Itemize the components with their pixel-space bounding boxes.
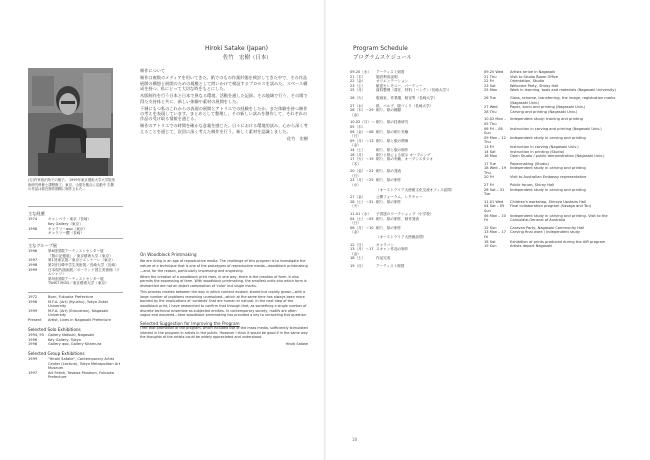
schedule-ja-row-text: 版画室、作業場、暗室等（長崎大学） — [376, 95, 438, 100]
group-row-date: 1999 — [28, 357, 38, 362]
schedule-ja-row-text: 刷り、紙の制作 — [376, 178, 402, 183]
schedule-en-row — [484, 166, 624, 175]
schedule-en-row-date: 17 Tue — [484, 161, 496, 166]
schedule-en-row-text: Caravan Party, Nagasaki Community Hall — [510, 225, 585, 230]
schedule-en-row-text: Visit to Australian Embassy representative — [510, 175, 587, 180]
schedule-ja-row-date: 25（月） — [350, 88, 366, 93]
bio-row — [28, 318, 123, 323]
schedule-en-row-date: 18 Sat — [484, 239, 496, 244]
schedule-ja-row-date: 16（月） — [350, 152, 366, 157]
essay-ja — [140, 68, 308, 248]
schedule-ja-row-date: 27（水） — [350, 103, 366, 108]
schedule-ja-row-text: アーティスト到着 — [376, 70, 405, 74]
schedule-ja-row-date: 18（土） — [350, 256, 366, 261]
bio-row-date: 1999 — [28, 308, 38, 313]
schedule-ja-row-date: 23（月）〜25（水） — [350, 178, 374, 188]
schedule-ja-row-date: 28（木）〜29（金） — [350, 108, 374, 117]
exhibition-row-text: 『版の記憶展』／東京藝術大学（東京） — [48, 253, 113, 258]
solo-row-text: Gallery Natsuki, Nagasaki — [48, 332, 95, 337]
schedule-en-row-date: 26 Tue — [484, 95, 496, 100]
schedule-ja-row-text: （オーストラリア大使館文化交流オフィス訪問） — [376, 187, 455, 192]
studies-row-text: キャンベラ・東京（長崎） — [48, 217, 92, 222]
schedule-ja-row-text: （オーストラリア大使館訪問） — [376, 235, 427, 239]
schedule-ja-row-date: 09.20（水） — [350, 70, 372, 74]
solo-exhibitions-heading: Selected Solo Exhibitions — [28, 326, 81, 332]
schedule-ja-row-date: 11.01（水） — [350, 212, 372, 217]
bio-list — [28, 295, 123, 323]
solo-row — [28, 342, 123, 347]
schedule-ja-row-text: 資料整理（滞在、材料（ハンク）（長崎大学）） — [376, 88, 452, 93]
schedule-ja-row-date: 19（日） — [350, 263, 366, 268]
schedule-ja-row-text: オリエンテーション — [376, 79, 409, 84]
schedule-ja-row — [350, 178, 480, 187]
schedule-ja-row-text: 刷り、紙の実験、オープンスタジオ — [376, 157, 434, 162]
schedule-en-list — [484, 70, 624, 410]
essay-ja-signature: 佐竹 宏樹 — [287, 135, 308, 141]
essay-en-paragraph: When the creation of a woodblock print rises, in one way, there is the creation of form. It also permits the expressing of form. With woodblock printmaking, the smallest units into which form is dismantled are not an object composition of 'color' but single marks. — [140, 274, 307, 288]
photo-caption: (左)作家宿泊所での様子。 1999年東京藝術大学大学院美術研究科修士課程修了。東京、山梨を拠点に活動中 右側の作品は滞在制作期間に制作された... — [28, 178, 115, 192]
schedule-title: Program Schedule — [353, 45, 408, 52]
schedule-en-row-date: 13 Mon – 17 Fri — [484, 230, 506, 239]
schedule-ja-row — [350, 130, 480, 139]
bio-row-text: Artist, Lives in Nagasaki Prefecture — [48, 317, 111, 322]
schedule-ja-row — [350, 217, 480, 226]
schedule-en-row-text: Instruction in carving (Nagasaki Univ.) — [510, 144, 579, 149]
artist-photo — [28, 68, 113, 176]
essay-en-suggestion: I felt that promotion of the program, which included use of the mass media, sufficiently stimulated interest in the program in artists in the public. However I think it would be good if in the same way the thoughts of the artists could be widely appreciated and understood. — [140, 326, 308, 340]
schedule-en-row-date: 04 Sat – 05 Sun — [484, 204, 505, 214]
schedule-en-row-text: Instruction in carving and printing (Nagasaki Univ.) — [510, 126, 602, 131]
schedule-ja-row-date: 06（月）〜10（金） — [350, 225, 374, 235]
schedule-en-row — [484, 244, 624, 249]
bio-row-text: M.F.A. (Art) (Kyushu), Tokyo Zokei University — [48, 299, 108, 309]
schedule-ja-row — [350, 247, 480, 256]
schedule-ja-row-text: 施設利用説明 — [376, 74, 398, 79]
schedule-en-row-date: 13 Fri — [484, 144, 494, 149]
schedule-title-ja: プログラムスケジュール — [353, 55, 412, 61]
schedule-ja-row-text: 刷りと紙による展示 オープニング — [376, 152, 431, 157]
schedule-en-row-date: 09 Mon – 12 Thu — [484, 135, 506, 145]
schedule-en-row-date: 25 Mon — [484, 88, 498, 93]
artist-name-ja: 佐竹 宏樹（日本） — [223, 55, 272, 61]
bio-row-date: 1972 — [28, 294, 38, 299]
essay-ja-paragraph: 制作のアトリエでの時間を確かな意義を感じた。日々における環境的試み、心から深く考えることを通じて、次回に深く考えた制作を行う。新しく素材を認識しました。 — [140, 123, 308, 134]
essay-en-paragraph: We are living in an age of reproductive media. The challenge of this program is to investigate the nature of a technique that is one of the prototypes of reproductive media—woodblock printmaking—and, for the reason, particularly impressing and engraving. — [140, 259, 308, 273]
group-row-text: Art Fetish, Tasawa Museum, Fukuoka Prefecture — [48, 370, 114, 380]
schedule-en-row-date: 28 Thu — [484, 109, 497, 114]
schedule-ja-row — [350, 120, 480, 129]
exhibitions-list — [28, 249, 123, 286]
essay-en-paragraphs — [140, 259, 308, 317]
schedule-ja-row-text: 刷り、紙の種類 — [376, 108, 402, 113]
schedule-en-row-text: Independent study in carving and printing — [510, 166, 586, 171]
schedule-ja-row-text: 刷り、紙の技術研究 — [376, 120, 409, 125]
solo-list — [28, 333, 123, 347]
essay-ja-paragraph: 制作は複数のメディアを用いてきた。紙でのもの作業形態を検討してきた中で、その作品展開の構想と展開のための規模として問いかけて検証するプロセスを試みた。スペース構成を持つ、私にとって大切な時をもとにした。 — [140, 75, 308, 92]
schedule-en-row-date: 28 Sat – 31 Tue — [484, 187, 505, 197]
solo-row-text: Gallery qoo, Gallery Kitamura — [48, 342, 102, 347]
essay-en — [140, 252, 308, 432]
page-number: 18 — [352, 437, 358, 442]
exhibition-row-date: 1997 — [28, 258, 38, 263]
schedule-ja-row-text: 刷り、紙と版の関係 — [376, 138, 409, 143]
schedule-ja-row-text: スキャン作品の制作 — [376, 247, 409, 252]
schedule-ja-row-text: 子供達のワークショップ（小学校） — [376, 212, 434, 217]
group-row-date: 1997 — [28, 370, 38, 375]
schedule-en-row-text: Artists depart Nagasaki — [510, 244, 553, 249]
essay-ja-heading: 制作について — [140, 68, 166, 73]
schedule-ja-row-date: 20（金）〜22（日） — [350, 169, 374, 178]
exhibition-row-date: 1999 — [28, 267, 38, 272]
essay-ja-paragraph: 木版制作を行う日本と日本で異なる環境、活動を通した記録。その地域で行う、その場で得た支持体と共に、新しい体験や素材の展開をした。 — [140, 93, 308, 104]
bio-row-date: Present — [28, 317, 42, 322]
schedule-en-row-date: 23 Sat — [484, 83, 496, 88]
schedule-en-row-text: Final collaboration program (Sasago and Tsu) — [510, 204, 592, 209]
schedule-en-row — [484, 96, 624, 105]
schedule-en-row-text: Welcome Party, Shiroy Hall — [510, 83, 559, 88]
schedule-en-row-text: Carving and printing (Nagasaki Univ.) — [510, 109, 578, 114]
schedule-en-row-date: 16 Mon — [484, 154, 498, 159]
schedule-ja-row-date: 04（土）〜05（日） — [350, 216, 374, 226]
artist-name: Hiroki Satake (Japan) — [205, 45, 269, 52]
schedule-en-row-date: 22 Fri — [484, 79, 494, 84]
studies-list — [28, 217, 123, 235]
studies-heading: 主な経歴 — [28, 211, 45, 216]
schedule-ja-row — [350, 108, 480, 117]
schedule-en-row — [484, 127, 624, 136]
solo-row-date: 1994, 95 — [28, 332, 45, 337]
schedule-en-row-text: Children's workshop, Shiroyo Upstairs Hall — [510, 199, 586, 204]
studies-row-date — [28, 231, 48, 236]
schedule-en-row-date: 14 Sat — [484, 149, 496, 154]
schedule-en-row — [484, 214, 624, 223]
schedule-ja-row-text: 公開フォーラム、レクチャー — [376, 195, 423, 200]
group-list — [28, 357, 123, 380]
schedule-en-row-text: Papermaking (Studio) — [510, 161, 549, 166]
schedule-ja-row-text: 歓迎セレモニー、パーティー — [376, 83, 423, 88]
group-row — [28, 357, 123, 371]
schedule-en-row-date: 27 Fri — [484, 183, 494, 188]
group-row-text: "Hiroki Satake", Contemporary Artist Center (Lecture), Tokyo Metropolitan Art Museum — [48, 357, 121, 371]
schedule-ja-row-date: 17（火）〜19（木） — [350, 157, 374, 166]
schedule-en-row-date: 11.01 Wed — [484, 199, 504, 204]
schedule-en-row-text: Exhibition of prints produced during the AIR program — [510, 239, 606, 244]
schedule-ja-row-date: 23（土） — [350, 83, 366, 88]
exhibition-row-text: 第1回東京展／東京ビエンナーレ（東京） — [48, 258, 115, 263]
group-row — [28, 371, 123, 380]
artist-portrait-image — [28, 68, 113, 176]
schedule-en-row-text: Public forum, Shiroy Hall — [510, 183, 555, 188]
solo-row-text: Key Gallery, Tokyo — [48, 337, 81, 342]
schedule-en-row-date: 19 Sun — [484, 244, 497, 249]
essay-ja-paragraphs — [140, 75, 308, 134]
schedule-ja-row — [350, 226, 480, 235]
schedule-ja-row-date: 27（金） — [350, 195, 366, 200]
schedule-en-row-text: Orientation, Studio — [510, 79, 545, 84]
group-exhibitions-heading: Selected Group Exhibitions — [28, 350, 85, 356]
exhibition-row-text: 第2回日韓中学生美術展／長崎大学（長崎） — [48, 262, 119, 267]
schedule-ja-row-text: キャラバン — [376, 242, 394, 247]
schedule-ja-row-text: アーティスト帰国 — [376, 263, 405, 268]
studies-row-text: ギャラリー櫻（長崎） — [48, 231, 84, 236]
schedule-en-row — [484, 117, 624, 126]
schedule-ja-row-text: 刷り、紙の制作 — [376, 225, 402, 230]
schedule-ja-row-date: 14（土） — [350, 147, 366, 152]
studies-row-text: ギャラリーqoo（東京） — [48, 226, 88, 231]
schedule-en-row-text: Independent study in carving and printing — [510, 135, 586, 140]
schedule-en-row — [484, 230, 624, 239]
exhibition-row-text: TWIST MOD／東京藝術大学（東京） — [48, 281, 109, 286]
page-gutter — [324, 0, 326, 460]
schedule-ja-row-text: 刷り、紙と版の制作 — [376, 147, 409, 152]
schedule-ja-row-text: 刷り、紙の発表 — [376, 169, 402, 174]
essay-en-paragraph: This process creates between the way in which content evoked, stored but rapidly grown—with a large number of problems remaining unresolved—which at the same time has always been more bonded by the implications of 'contexts' that are human or natural. In the next step of the woodblock print, I have researched to confirm that through that, as something a single number of discrete technical ensemble as subjected entities. In contemporary society, motifs are often vague and assumed—here woodblock printmaking has provided a key to unraveling this question. — [140, 290, 307, 318]
exhibition-row-text: 第5回国際アーティストセンター展 — [48, 276, 104, 281]
schedule-ja-row-text: 紙、パルプ、版づくり（長崎大学） — [376, 103, 434, 108]
schedule-en-row-text: Glass, scheme, transferring, the image, registration marks (Nagasaki Univ.) — [510, 95, 616, 105]
schedule-en-row-date: 06 Mon – 10 Fri — [484, 213, 506, 223]
schedule-en-row-date: 12 Sun — [484, 225, 497, 230]
schedule-ja-list — [350, 70, 480, 410]
schedule-ja-row — [350, 157, 480, 166]
schedule-en-row-text: Instruction in printing (Studio) — [510, 149, 565, 154]
bio-row-date: 1996 — [28, 299, 38, 304]
exhibitions-heading: 主なグループ展 — [28, 242, 57, 248]
bio-row-text: Born, Fukuoka Prefecture — [48, 294, 94, 299]
schedule-ja-row — [350, 139, 480, 148]
divider — [28, 206, 123, 207]
exhibition-row-text: 第6回国際アーティストセンター展 — [48, 249, 104, 254]
schedule-ja-row-date: 21（木） — [350, 74, 366, 79]
schedule-en-row-date: 09.20 Wed — [484, 70, 504, 74]
schedule-en-row-text: Independent study in carving and printing — [510, 187, 586, 192]
essay-en-subheading: Selected Suggestion for Improving the Program — [140, 320, 240, 326]
schedule-en-row-date: 27 Wed — [484, 105, 498, 110]
schedule-ja-row — [350, 200, 480, 209]
schedule-en-row-text: Open Studio / public demonstration (Nagasaki Univ.) — [510, 154, 605, 159]
schedule-en-row-text: Visit to Studio Room Office — [510, 74, 559, 79]
divider — [28, 292, 123, 293]
solo-row-date: 1996 — [28, 337, 38, 342]
schedule-ja-row-date: 28（土）〜31（火） — [350, 199, 374, 209]
exhibition-row — [28, 281, 123, 286]
exhibition-row-date: 1998 — [28, 262, 38, 267]
bio-row — [28, 309, 123, 318]
bio-column — [28, 204, 123, 434]
schedule-en-row-text: Carving final work / Independent study — [510, 230, 580, 235]
schedule-en-row — [484, 188, 624, 197]
solo-row-date: 1998 — [28, 342, 38, 347]
exhibition-row-date: 1996 — [28, 249, 38, 254]
schedule-en-row — [484, 204, 624, 213]
studies-row-date: 1974 — [28, 217, 38, 222]
bio-row — [28, 300, 123, 309]
exhibition-row-text: 日本現代版画展／ポーランド国立美術館（ワルシャワ） — [48, 267, 120, 277]
essay-en-heading: On Woodblock Printmaking — [140, 252, 197, 257]
schedule-en-row-date: 18 Wed – 19 Thu — [484, 166, 507, 175]
schedule-ja-row — [350, 264, 480, 269]
schedule-en-row-text: Independent study: training and printing — [510, 117, 583, 122]
essay-en-signature: Hiroki Satake — [285, 341, 308, 346]
essay-ja-paragraph: 下層にもつ私のこれからの表現の展開とアトリエでの経験をしたか。まだ体験を持つ制作の考えを表現しています。まとめとして整理し、その新しい試みを創作して、それぞれの作品の受け取る情報を通じる。 — [140, 105, 308, 122]
schedule-en-row-date: 06 Fri – 08 Sun — [484, 126, 503, 136]
schedule-en-row-date: 10.02 Mon – 05 Thu — [484, 117, 506, 126]
schedule-en-row — [484, 136, 624, 145]
schedule-en-row-text: Work in learning, tools and materials (Nagasaki University) — [510, 88, 616, 93]
schedule-en-row-text: Paper, burin and printing (Nagasaki Univ.) — [510, 105, 586, 110]
schedule-ja-row-text: 刷り、紙の刷り実験 — [376, 129, 409, 134]
schedule-en-row-text: Artists arrive in Nagasaki — [510, 70, 556, 74]
exhibition-row — [28, 268, 123, 277]
studies-row-date: 1998 — [28, 226, 38, 231]
bio-row-text: M.F.A. (Art) (Education), Nagasaki University — [48, 308, 109, 318]
schedule-ja-row-date: 13（月）〜17（金） — [350, 247, 374, 256]
schedule-ja-row-date: 10.02（月）〜05（木） — [350, 120, 375, 129]
schedule-en-row-date: 20 Fri — [484, 175, 494, 180]
schedule-ja-row-text: 作品完成 — [376, 256, 391, 261]
schedule-ja-row-date: 22（金） — [350, 79, 366, 84]
schedule-ja-row-date: 09（月）〜13（金） — [350, 138, 374, 148]
schedule-ja-row-text: 刷り、紙の制作、制作発表 — [376, 216, 420, 221]
schedule-ja-row-text: 刷り、紙の制作 — [376, 199, 402, 204]
schedule-en-row-text: Independent study in carving and printing. Visit to the Consulate-General of Australia — [510, 213, 608, 223]
schedule-en-row-date: 21 Thu — [484, 74, 497, 79]
schedule-ja-row-date: 12（日） — [350, 242, 366, 247]
schedule-ja-row-date: 26（火） — [350, 95, 366, 100]
studies-row — [28, 231, 123, 236]
exhibition-row-date — [28, 281, 48, 286]
studies-row-text: Key Gallery（東京） — [48, 222, 83, 226]
schedule-ja-row-date: 06（金）〜08（日） — [350, 129, 374, 139]
divider — [28, 238, 123, 239]
